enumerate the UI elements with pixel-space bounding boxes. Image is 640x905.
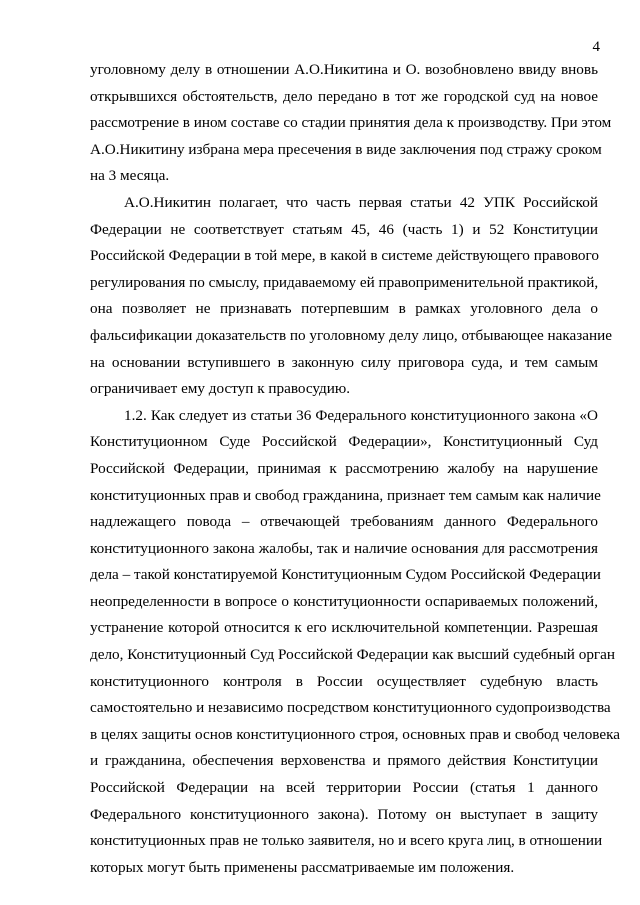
text-line: конституционного контроля в России осуществляет судебную власть <box>90 672 598 690</box>
text-line: конституционных прав не только заявителя, но и всего круга лиц, в отношении <box>90 832 603 850</box>
text-line: рассмотрение в ином составе со стадии принятия дела к производству. При этом <box>90 114 612 132</box>
text-line: фальсификации доказательств по уголовному делу лицо, отбывающее наказание <box>90 326 612 344</box>
text-line: она позволяет не признавать потерпевшим в рамках уголовного дела о <box>90 300 598 318</box>
text-line: Российской Федерации, принимая к рассмотрению жалобу на нарушение <box>90 459 598 477</box>
text-line: конституционного закона жалобы, так и наличие основания для рассмотрения <box>90 539 598 557</box>
text-line: надлежащего повода – отвечающей требованиям данного Федерального <box>90 513 598 531</box>
text-line: Российской Федерации в той мере, в какой в системе действующего правового <box>90 247 599 265</box>
text-line: дела – такой констатируемой Конституционным Судом Российской Федерации <box>90 566 601 584</box>
text-line: уголовному делу в отношении А.О.Никитина и О. возобновлено ввиду вновь <box>90 61 598 78</box>
paragraph <box>90 190 612 403</box>
text-line: Федерального конституционного закона). Потому он выступает в защиту <box>90 805 598 823</box>
text-line: и гражданина, обеспечения верховенства и прямого действия Конституции <box>90 752 598 770</box>
page-number: 4 <box>592 39 600 55</box>
text-line: на 3 месяца. <box>90 167 170 185</box>
text-line: устранение которой относится к его исключительной компетенции. Разрешая <box>90 619 598 637</box>
text-line: Российской Федерации на всей территории России (статья 1 данного <box>90 779 598 797</box>
text-line: в целях защиты основ конституционного строя, основных прав и свобод человека <box>90 725 620 743</box>
text-line: регулирования по смыслу, придаваемому ей правоприменительной практикой, <box>90 273 599 291</box>
text-line: конституционных прав и свобод гражданина, признает тем самым как наличие <box>90 486 601 504</box>
text-line: Федерации не соответствует статьям 45, 46 (часть 1) и 52 Конституции <box>90 220 598 238</box>
text-line: самостоятельно и независимо посредством конституционного судопроизводства <box>90 699 611 717</box>
text-line: которых могут быть применены рассматриваемые им положения. <box>90 858 515 876</box>
text-line: А.О.Никитину избрана мера пресечения в виде заключения под стражу сроком <box>90 140 602 158</box>
paragraph <box>90 57 612 190</box>
document-body <box>90 57 620 881</box>
text-line: Конституционном Суде Российской Федерации», Конституционный Суд <box>90 433 598 451</box>
text-line: неопределенности в вопросе о конституционности оспариваемых положений, <box>90 592 598 610</box>
text-line: дело, Конституционный Суд Российской Федерации как высший судебный орган <box>90 646 616 664</box>
text-line: открывшихся обстоятельств, дело передано в тот же городской суд на новое <box>90 87 598 105</box>
paragraph <box>90 403 620 882</box>
text-line: на основании вступившего в законную силу приговора суда, и тем самым <box>90 353 598 371</box>
text-line: ограничивает ему доступ к правосудию. <box>90 380 351 398</box>
text-line: 1.2. Как следует из статьи 36 Федерального конституционного закона «О <box>124 406 598 424</box>
text-line: А.О.Никитин полагает, что часть первая статьи 42 УПК Российской <box>124 193 598 211</box>
